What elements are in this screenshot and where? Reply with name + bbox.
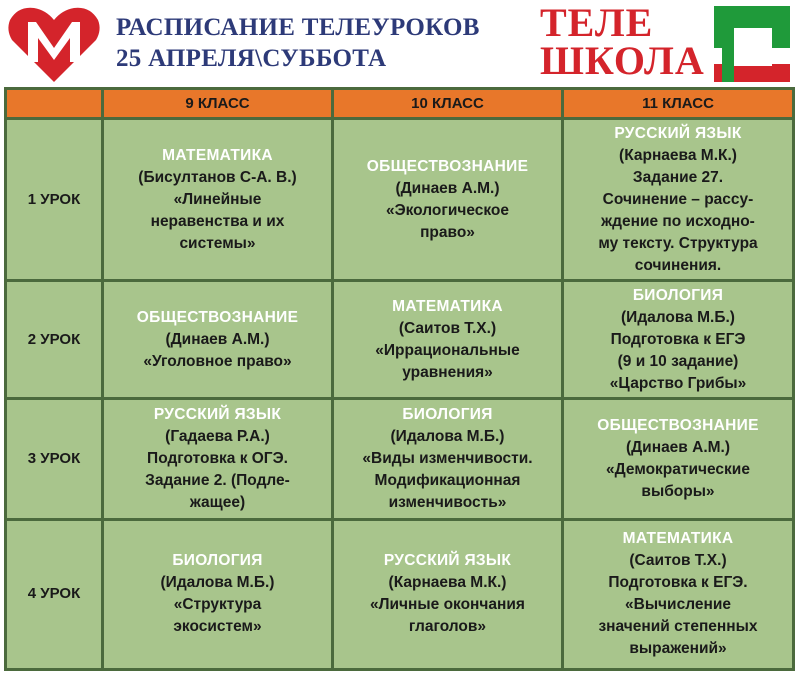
lesson-detail-line: Подготовка к ЕГЭ xyxy=(610,330,746,348)
lesson-cell xyxy=(103,281,333,399)
lesson-cell xyxy=(563,281,794,399)
lesson-detail-line: значений степенных xyxy=(598,618,758,636)
lesson-detail-line: (Карнаева М.К.) xyxy=(388,574,507,592)
table-row xyxy=(6,399,794,519)
lesson-cell xyxy=(563,399,794,519)
lesson-detail-line: (9 и 10 задание) xyxy=(617,352,739,370)
subject-name: ОБЩЕСТВОЗНАНИЕ xyxy=(136,308,299,326)
lesson-detail-line: (Бисултанов С-А. В.) xyxy=(138,168,297,186)
lesson-detail-line: экосистем» xyxy=(173,618,262,636)
lesson-detail-line: «Линейные xyxy=(173,190,262,208)
lesson-detail-line: системы» xyxy=(179,234,256,252)
lesson-detail-line: ждение по исходно- xyxy=(601,212,755,230)
lesson-detail-line: «Иррациональные xyxy=(375,341,520,359)
header-cell-class-9: 9 КЛАСС xyxy=(103,89,333,119)
lesson-detail-line: Задание 27. xyxy=(632,168,724,186)
lesson-cell xyxy=(333,519,563,669)
table-row xyxy=(6,119,794,281)
subject-name: ОБЩЕСТВОЗНАНИЕ xyxy=(597,417,759,435)
subject-name: БИОЛОГИЯ xyxy=(632,286,724,304)
lesson-detail-line: выражений» xyxy=(629,640,727,658)
title-line-2: 25 АПРЕЛЯ\СУББОТА xyxy=(116,45,387,72)
schedule-table-wrap xyxy=(4,87,792,671)
lesson-detail-line: Модификационная xyxy=(374,472,521,490)
lesson-detail-line: «Виды изменчивости. xyxy=(362,450,533,468)
lesson-detail-line: изменчивость» xyxy=(388,494,507,512)
lesson-detail-line: «Уголовное право» xyxy=(143,352,292,370)
subject-name: РУССКИЙ ЯЗЫК xyxy=(614,124,742,142)
lesson-cell xyxy=(103,119,333,281)
lesson-detail-line: Сочинение – рассу- xyxy=(602,190,754,208)
lesson-detail-line: «Структура xyxy=(173,596,262,614)
lesson-detail-line: Подготовка к ЕГЭ. xyxy=(608,574,748,592)
teleschool-logo xyxy=(540,0,705,83)
lesson-detail-line: неравенства и их xyxy=(150,212,285,230)
lesson-detail-line: (Идалова М.Б.) xyxy=(160,574,275,592)
lesson-detail-line: (Карнаева М.К.) xyxy=(619,146,737,164)
subject-name: БИОЛОГИЯ xyxy=(172,552,263,570)
m-logo-icon xyxy=(6,4,102,84)
subject-name: ОБЩЕСТВОЗНАНИЕ xyxy=(366,157,529,175)
lesson-label: 3 УРОК xyxy=(6,399,103,519)
header-cell-class-11: 11 КЛАСС xyxy=(563,89,794,119)
lesson-detail-line: уравнения» xyxy=(402,363,493,381)
lesson-detail-line: глаголов» xyxy=(408,618,487,636)
flag-icon xyxy=(714,6,790,82)
lesson-detail-line: «Экологическое xyxy=(385,201,510,219)
lesson-detail-line: (Динаев А.М.) xyxy=(165,330,270,348)
lesson-detail-line: Задание 2. (Подле- xyxy=(145,472,290,490)
lesson-label: 4 УРОК xyxy=(6,519,103,669)
lesson-detail-line: выборы» xyxy=(641,483,715,501)
lesson-cell xyxy=(103,519,333,669)
lesson-detail-line: (Саитов Т.Х.) xyxy=(398,319,497,337)
lesson-detail-line: жащее) xyxy=(189,494,246,512)
table-row xyxy=(6,519,794,669)
header-cell-empty xyxy=(6,89,103,119)
lesson-cell xyxy=(333,399,563,519)
lesson-detail-line: (Динаев А.М.) xyxy=(395,179,500,197)
subject-name: БИОЛОГИЯ xyxy=(402,406,493,424)
lesson-detail-line: (Идалова М.Б.) xyxy=(390,428,505,446)
brand-line-1: ТЕЛЕ xyxy=(540,0,654,45)
lesson-cell xyxy=(333,281,563,399)
subject-name: МАТЕМАТИКА xyxy=(392,297,503,315)
lesson-detail-line: (Саитов Т.Х.) xyxy=(629,552,727,570)
lesson-detail-line: му тексту. Структура xyxy=(598,234,758,252)
header-cell-class-10: 10 КЛАСС xyxy=(333,89,563,119)
lesson-cell xyxy=(333,119,563,281)
lesson-detail-line: право» xyxy=(420,223,475,241)
subject-name: МАТЕМАТИКА xyxy=(162,146,273,164)
lesson-detail-line: (Динаев А.М.) xyxy=(625,439,731,457)
lesson-cell xyxy=(563,519,794,669)
lesson-detail-line: «Демократические xyxy=(606,461,750,479)
subject-name: РУССКИЙ ЯЗЫК xyxy=(153,406,282,424)
lesson-label: 1 УРОК xyxy=(6,119,103,281)
title-line-1: РАСПИСАНИЕ ТЕЛЕУРОКОВ xyxy=(116,14,480,41)
lesson-detail-line: «Царство Грибы» xyxy=(609,374,747,392)
lesson-cell xyxy=(563,119,794,281)
table-header-row xyxy=(6,89,794,119)
page-header xyxy=(0,0,796,86)
lesson-detail-line: «Личные окончания xyxy=(370,596,525,614)
lesson-label: 2 УРОК xyxy=(6,281,103,399)
lesson-detail-line: Подготовка к ОГЭ. xyxy=(147,450,288,468)
lesson-detail-line: «Вычисление xyxy=(625,596,731,614)
schedule-title xyxy=(116,12,480,74)
schedule-table xyxy=(4,87,795,671)
table-row xyxy=(6,281,794,399)
lesson-detail-line: (Идалова М.Б.) xyxy=(621,308,735,326)
lesson-detail-line: сочинения. xyxy=(634,256,722,274)
brand-line-2: ШКОЛА xyxy=(540,38,705,83)
subject-name: МАТЕМАТИКА xyxy=(622,530,734,548)
lesson-detail-line: (Гадаева Р.А.) xyxy=(165,428,270,446)
subject-name: РУССКИЙ ЯЗЫК xyxy=(383,552,512,570)
lesson-cell xyxy=(103,399,333,519)
